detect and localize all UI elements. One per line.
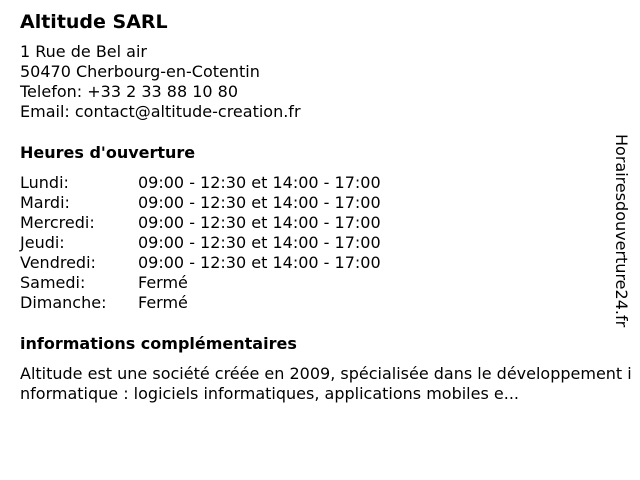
hours-time: 09:00 - 12:30 et 14:00 - 17:00 <box>138 193 381 212</box>
hours-row-dimanche <box>20 293 620 313</box>
hours-row-mardi <box>20 193 620 213</box>
hours-heading: Heures d'ouverture <box>20 143 196 162</box>
hours-row-samedi <box>20 273 620 293</box>
hours-day: Samedi: <box>20 273 86 292</box>
hours-day: Lundi: <box>20 173 69 192</box>
business-name: Altitude SARL <box>20 11 168 33</box>
site-watermark: Horairesdouverture24.fr <box>612 134 631 328</box>
hours-time: Fermé <box>138 293 188 312</box>
hours-row-mercredi <box>20 213 620 233</box>
address-line-2: 50470 Cherbourg-en-Cotentin <box>20 62 260 81</box>
hours-day: Mardi: <box>20 193 70 212</box>
hours-row-jeudi <box>20 233 620 253</box>
hours-time: 09:00 - 12:30 et 14:00 - 17:00 <box>138 233 381 252</box>
phone-number: Telefon: +33 2 33 88 10 80 <box>20 82 239 101</box>
hours-table <box>20 173 620 313</box>
business-description: Altitude est une société créée en 2009, spécialisée dans le développement informatique : logiciels informatiques, applications mobiles e... <box>20 364 632 403</box>
hours-row-vendredi <box>20 253 620 273</box>
hours-day: Dimanche: <box>20 293 107 312</box>
info-heading: informations complémentaires <box>20 334 297 353</box>
hours-day: Jeudi: <box>20 233 65 252</box>
hours-time: 09:00 - 12:30 et 14:00 - 17:00 <box>138 173 381 192</box>
email-address: Email: contact@altitude-creation.fr <box>20 102 301 121</box>
hours-row-lundi <box>20 173 620 193</box>
hours-day: Mercredi: <box>20 213 95 232</box>
hours-time: 09:00 - 12:30 et 14:00 - 17:00 <box>138 213 381 232</box>
hours-time: 09:00 - 12:30 et 14:00 - 17:00 <box>138 253 381 272</box>
hours-day: Vendredi: <box>20 253 96 272</box>
hours-time: Fermé <box>138 273 188 292</box>
address-line-1: 1 Rue de Bel air <box>20 42 147 61</box>
